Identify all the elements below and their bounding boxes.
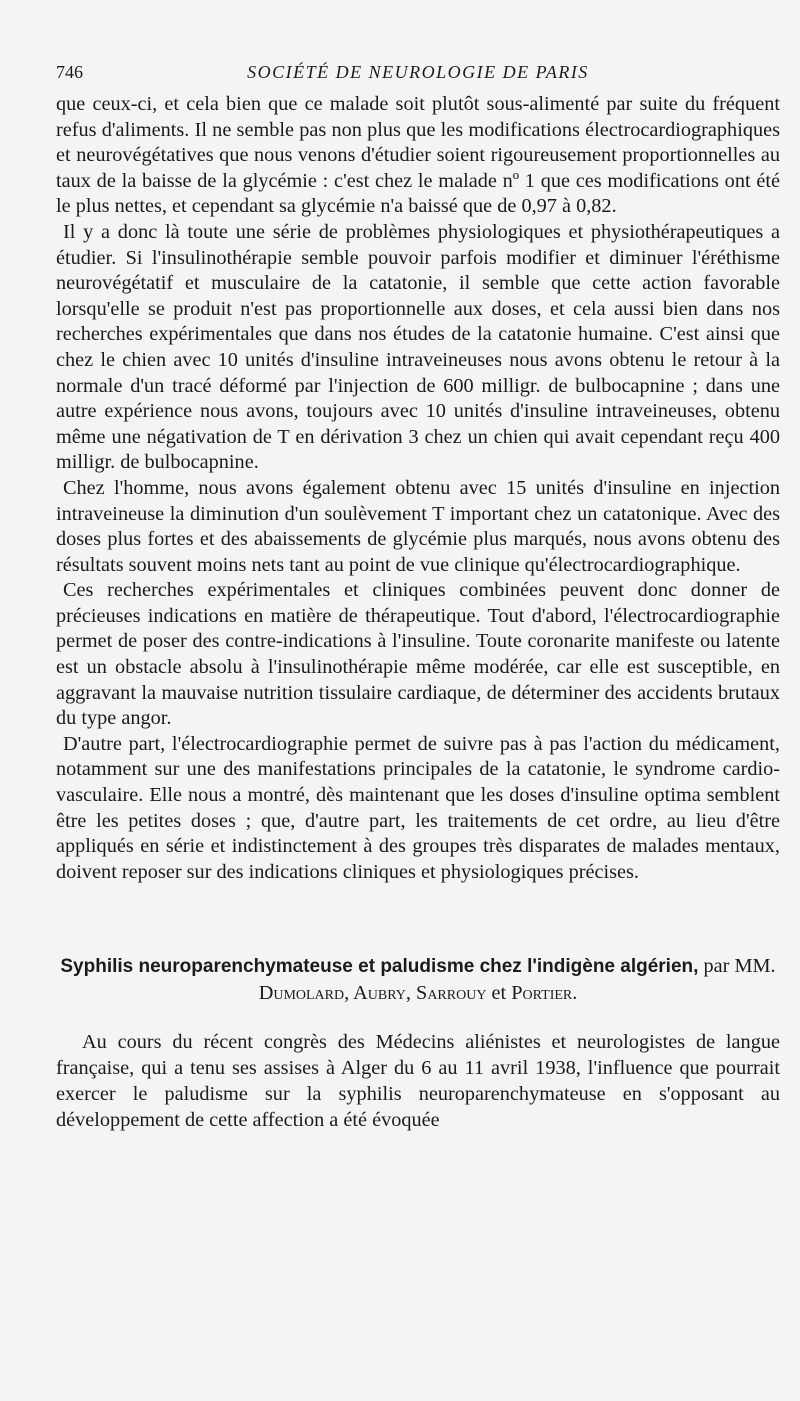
article-and: et bbox=[491, 982, 507, 1005]
running-head bbox=[56, 62, 780, 92]
article-opening-paragraph: Au cours du récent congrès des Médecins aliénistes et neurologistes de langue française, qui a tenu ses assises à Alger du 6 au 11 avril 1938, l'influence que pourrait exercer le paludisme sur la syphilis neuroparenchymateuse en s'opposant au développement de cette affection a été évoquée bbox=[56, 1031, 780, 1132]
paragraph-4: Ces recherches expérimentales et cliniques combinées peuvent donc donner de précieuses indications en matière de thérapeutique. Tout d'abord, l'électrocardiographie permet de poser des contre-indications à l'insuline. Toute coronarite manifeste ou latente est un obstacle absolu à l'insulinothérapie même modérée, car elle est susceptible, en aggravant la mauvaise nutrition tissulaire cardiaque, de déterminer des accidents brutaux du type angor. bbox=[56, 579, 780, 730]
article-authors: Dumolard, Aubry, Sarrouy bbox=[258, 982, 487, 1005]
article-body bbox=[56, 1029, 780, 1133]
page-number: 746 bbox=[56, 62, 83, 82]
paragraph-2: Il y a donc là toute une série de problèmes physiologiques et physiothérapeutiques a étudier. Si l'insulinothérapie semble pouvoir parfois modifier et diminuer l'éréthisme neurovégétatif et musculaire de la catatonie, il semble que cette action favorable lorsqu'elle se produit n'est pas proportionnelle aux doses, et cela aussi bien dans nos recherches expérimentales que dans nos études de la catatonie humaine. C'est ainsi que chez le chien avec 10 unités d'insuline intraveineuses nous avons obtenu le retour à la normale d'un tracé déformé par l'injection de 600 milligr. de bulbocapnine ; dans une autre expérience nous avons, toujours avec 10 unités d'insuline intraveineuses, obtenu même une négativation de T en dérivation 3 chez un chien qui avait cependant reçu 400 milligr. de bulbocapnine. bbox=[56, 220, 780, 474]
paragraph-5: D'autre part, l'électrocardiographie permet de suivre pas à pas l'action du médicament, notamment sur une des manifestations principales de la catatonie, le syndrome cardio-vasculaire. Elle nous a montré, dès maintenant que les doses d'insuline optima semblent être les petites doses ; que, d'autre part, les traitements de cet ordre, au lieu d'être appliqués en série et indistinctement à des groupes très disparates de malades mentaux, doivent reposer sur des indications cliniques et physiologiques précises. bbox=[56, 732, 780, 883]
journal-title: SOCIÉTÉ DE NEUROLOGIE DE PARIS bbox=[247, 62, 589, 82]
previous-article-conclusion bbox=[56, 92, 780, 885]
page bbox=[56, 62, 780, 1133]
article-last-author: Portier. bbox=[511, 982, 578, 1005]
article-by: par MM. bbox=[703, 955, 776, 978]
paragraph-3: Chez l'homme, nous avons également obtenu avec 15 unités d'insuline en injection intraveineuse la diminution d'un soulèvement T important chez un catatonique. Avec des doses plus fortes et des abaissements de glycémie plus marqués, nous avons obtenu des résultats souvent moins nets tant au point de vue clinique qu'électrocardiographique. bbox=[56, 476, 780, 576]
paragraph-1: que ceux-ci, et cela bien que ce malade soit plutôt sous-alimenté par suite du fréquent refus d'aliments. Il ne semble pas non plus que les modifications électrocardiographiques et neurovégétatives que nous venons d'étudier soient rigoureusement proportionnelles au taux de la baisse de la glycémie : c'est chez le malade nº 1 que ces modifications ont été le plus nettes, et cependant sa glycémie n'a baissé que de 0,97 à 0,82. bbox=[56, 93, 780, 218]
article-title: Syphilis neuroparenchymateuse et paludisme chez l'indigène algérien, bbox=[60, 956, 699, 978]
article-heading bbox=[56, 953, 780, 1006]
